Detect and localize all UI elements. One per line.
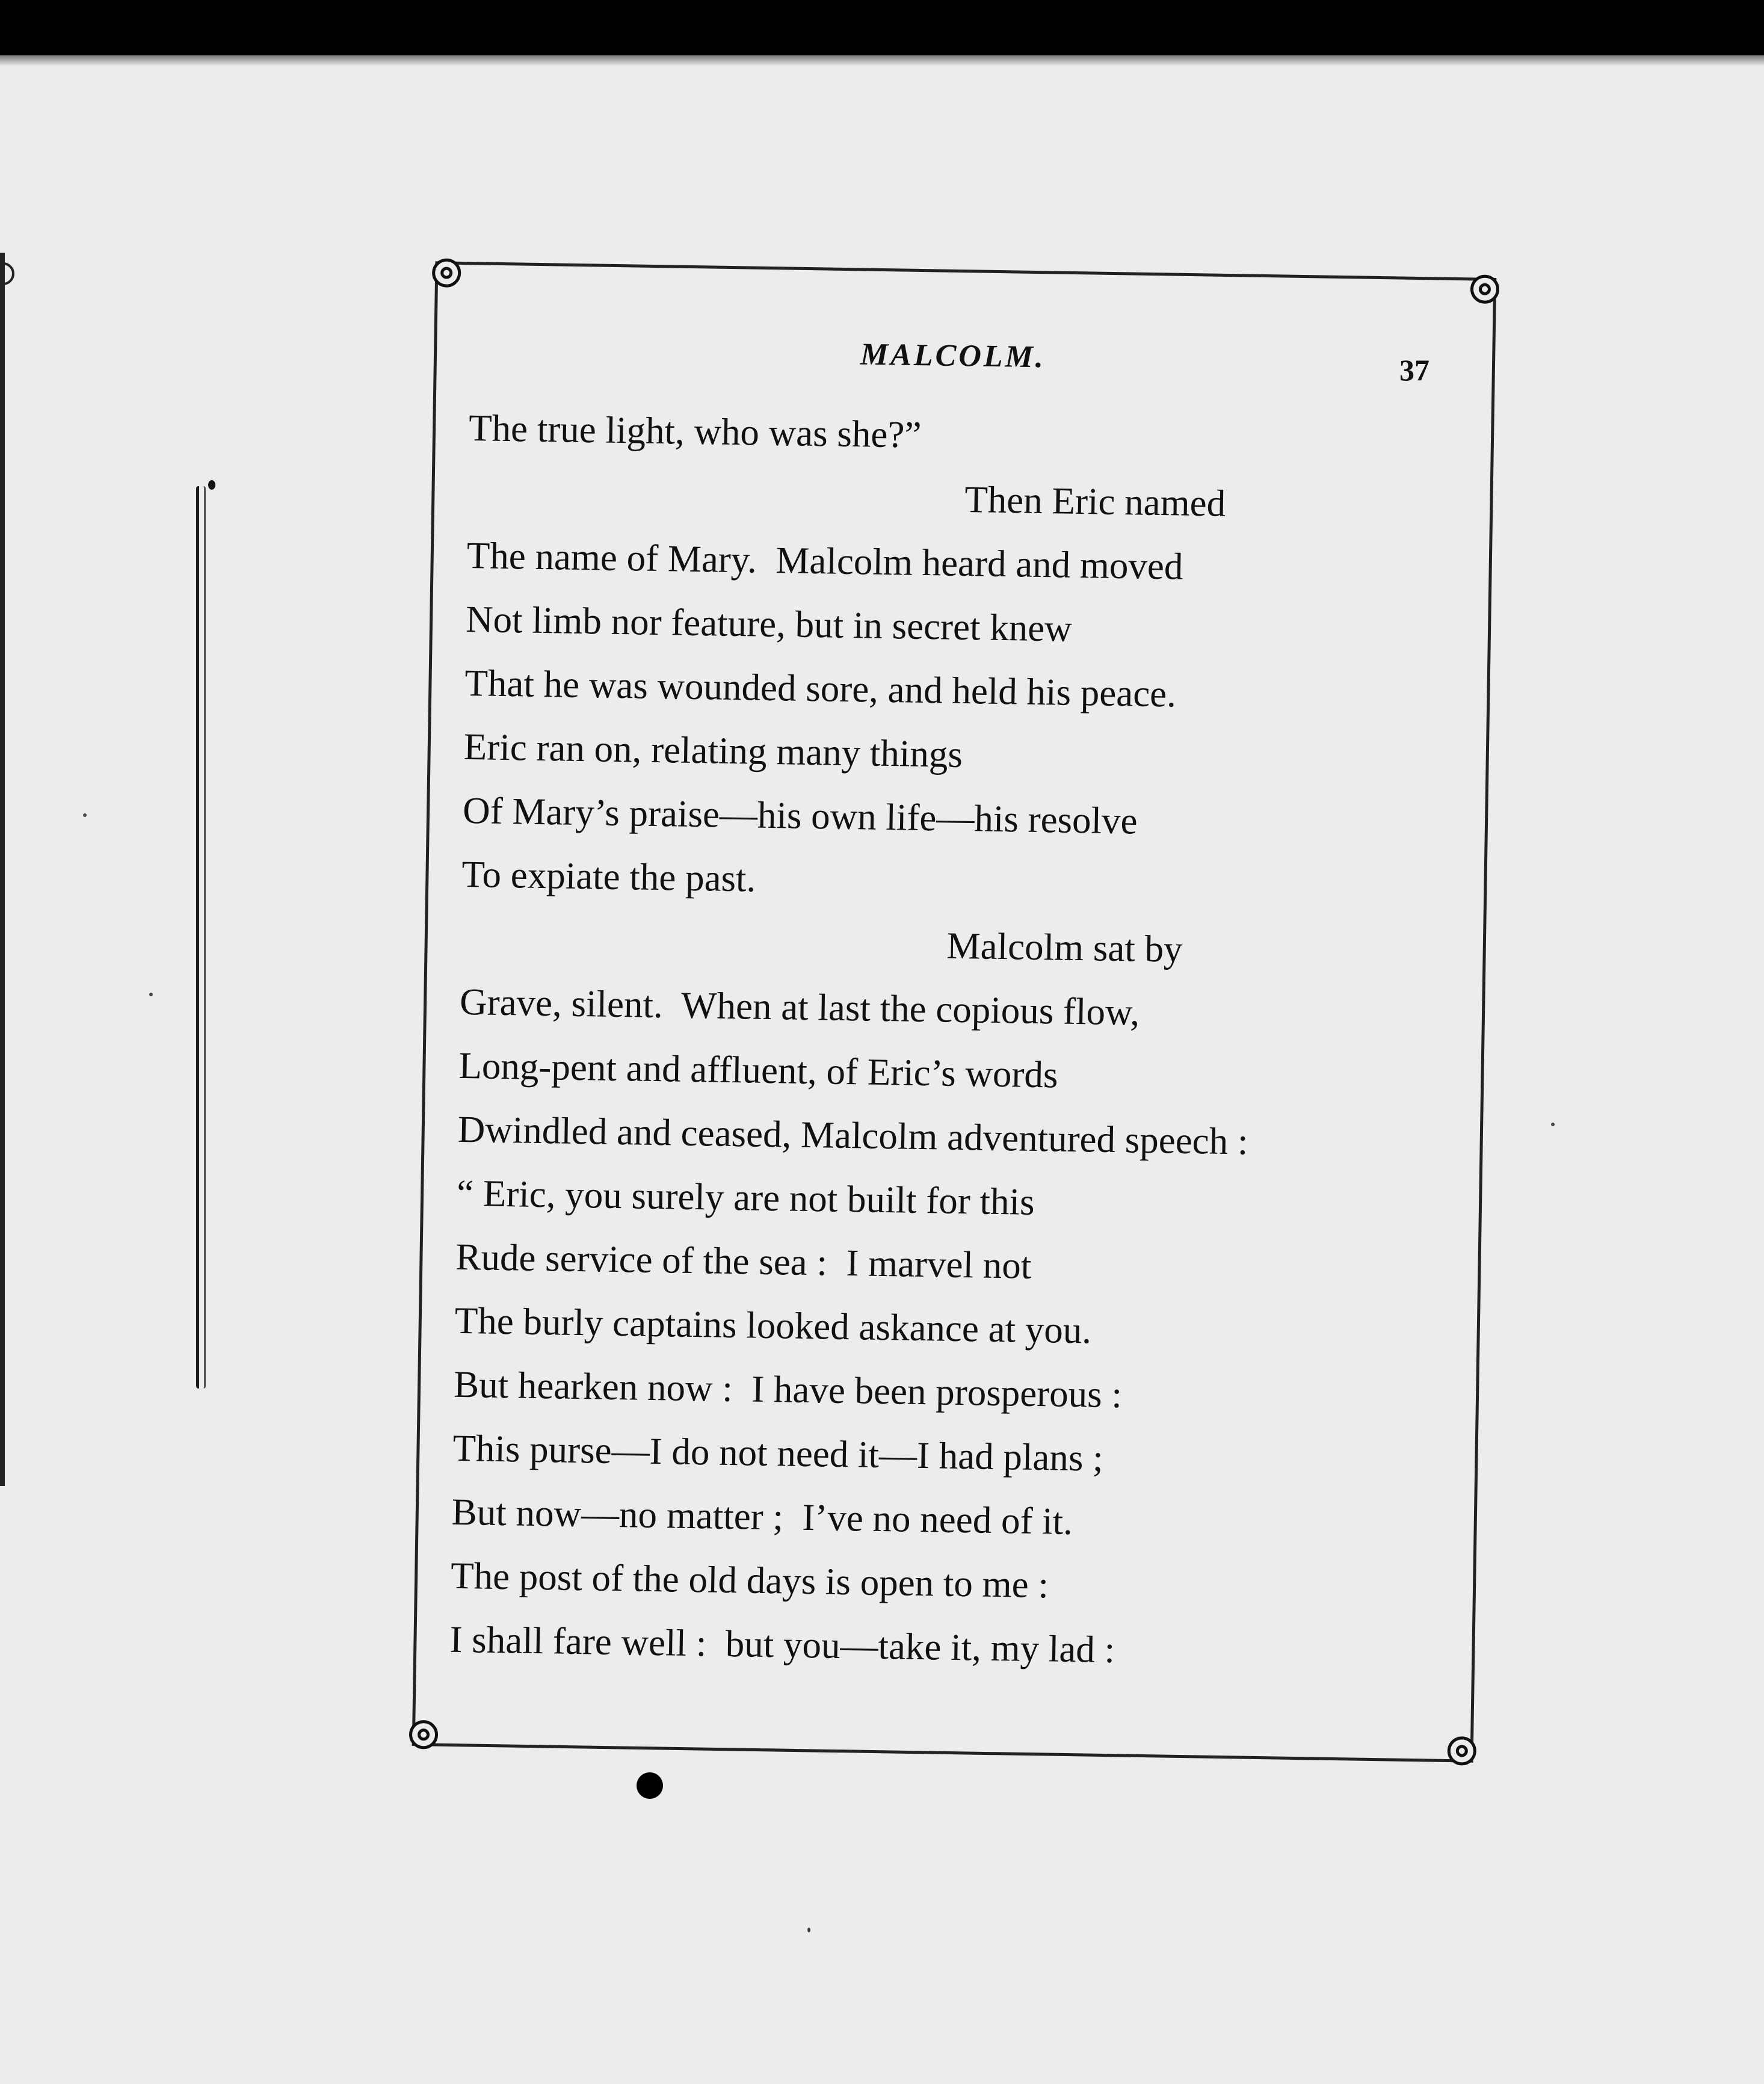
poem-line: Eric ran on, relating many things xyxy=(463,725,963,775)
poem-line: I shall fare well : but you—take it, my lad : xyxy=(449,1618,1115,1671)
previous-page-edge xyxy=(0,253,5,1486)
poem-line: That he was wounded sore, and held his peace. xyxy=(464,661,1177,715)
poem-line: Of Mary’s praise—his own life—his resolve xyxy=(462,789,1138,842)
speck xyxy=(807,1928,810,1932)
poem-line: Grave, silent. When at last the copious flow, xyxy=(459,980,1140,1034)
corner-ornament-icon xyxy=(1447,1736,1476,1766)
poem-line: The true light, who was she?” xyxy=(468,406,922,456)
gutter-line xyxy=(196,486,206,1389)
poem-line: But now—no matter ; I’ve no need of it. xyxy=(451,1490,1073,1543)
poem-line: To expiate the past. xyxy=(461,852,756,900)
poem-line: Rude service of the sea : I marvel not xyxy=(455,1235,1032,1287)
speck xyxy=(83,813,87,817)
page-number: 37 xyxy=(1399,353,1429,387)
corner-ornament-icon xyxy=(409,1720,439,1750)
poem-line: But hearken now : I have been prosperous : xyxy=(453,1363,1123,1416)
gutter-mark xyxy=(208,480,215,490)
poem-text xyxy=(449,396,1408,1686)
previous-page-ornament-icon xyxy=(0,262,14,285)
poem-line: “ Eric, you surely are not built for this xyxy=(456,1171,1035,1223)
poem-line: This purse—I do not need it—I had plans ; xyxy=(452,1426,1104,1479)
scan-top-shadow xyxy=(0,55,1764,66)
speck xyxy=(149,993,153,996)
poem-line: Not limb nor feature, but in secret knew xyxy=(465,597,1073,650)
poem-line: Malcolm sat by xyxy=(946,924,1183,970)
speck xyxy=(1551,1123,1555,1126)
poem-line: Then Eric named xyxy=(964,478,1226,525)
poem-line: The burly captains looked askance at you. xyxy=(454,1299,1092,1352)
poem-line: Long-pent and affluent, of Eric’s words xyxy=(458,1044,1059,1096)
poem-line: The name of Mary. Malcolm heard and moved xyxy=(466,534,1184,588)
poem-line: Dwindled and ceased, Malcolm adventured speech : xyxy=(457,1108,1249,1163)
corner-ornament-icon xyxy=(432,258,461,288)
poem-line: The post of the old days is open to me : xyxy=(450,1554,1049,1606)
ink-blot xyxy=(637,1772,663,1799)
scan-top-edge xyxy=(0,0,1764,55)
running-head: MALCOLM. xyxy=(860,337,1046,375)
corner-ornament-icon xyxy=(1470,274,1500,304)
